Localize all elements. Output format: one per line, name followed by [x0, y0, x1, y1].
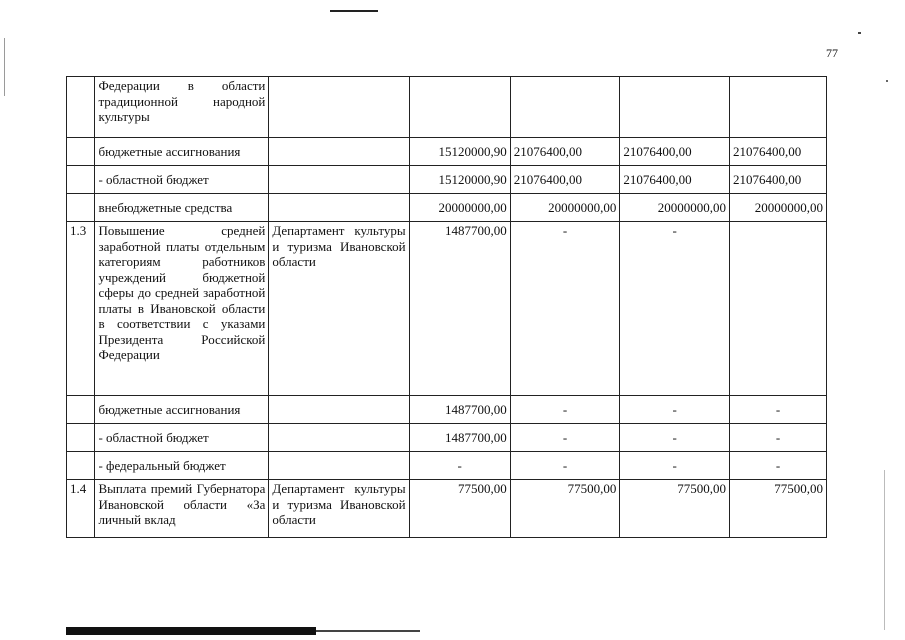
- year3-amount-cell: [620, 77, 730, 138]
- year3-amount-cell: 21076400,00: [620, 138, 730, 166]
- year2-amount-cell: 21076400,00: [510, 138, 620, 166]
- table-row: [67, 480, 827, 538]
- year1-amount-cell: -: [409, 452, 510, 480]
- executor-cell: [269, 396, 409, 424]
- year1-amount-cell: [409, 77, 510, 138]
- measure-name-cell: Федерации в области традиционной народной культуры: [95, 77, 269, 138]
- year2-amount-cell: 77500,00: [510, 480, 620, 538]
- year4-amount-cell: 20000000,00: [730, 194, 827, 222]
- row-number-cell: [67, 452, 95, 480]
- year1-amount-cell: 15120000,90: [409, 166, 510, 194]
- measure-name-cell: внебюджетные средства: [95, 194, 269, 222]
- year3-amount-cell: 77500,00: [620, 480, 730, 538]
- scan-speck: [886, 80, 888, 82]
- table-row: [67, 166, 827, 194]
- table-row: [67, 452, 827, 480]
- year1-amount-cell: 1487700,00: [409, 222, 510, 396]
- measure-name-cell: - областной бюджет: [95, 424, 269, 452]
- year1-amount-cell: 1487700,00: [409, 424, 510, 452]
- table-row: [67, 138, 827, 166]
- measure-name-cell: Выплата премий Губернатора Ивановской области «За личный вклад: [95, 480, 269, 538]
- year2-amount-cell: -: [510, 452, 620, 480]
- year2-amount-cell: 20000000,00: [510, 194, 620, 222]
- table-row: [67, 222, 827, 396]
- measure-name-cell: - федеральный бюджет: [95, 452, 269, 480]
- year2-amount-cell: -: [510, 424, 620, 452]
- year4-amount-cell: [730, 77, 827, 138]
- row-number-cell: [67, 424, 95, 452]
- page-number: 77: [826, 46, 838, 60]
- year2-amount-cell: 21076400,00: [510, 166, 620, 194]
- year4-amount-cell: -: [730, 452, 827, 480]
- year4-amount-cell: -: [730, 424, 827, 452]
- bottom-scan-bar: [66, 627, 316, 635]
- measure-name-cell: бюджетные ассигнования: [95, 138, 269, 166]
- row-number-cell: 1.3: [67, 222, 95, 396]
- year2-amount-cell: -: [510, 396, 620, 424]
- year3-amount-cell: -: [620, 222, 730, 396]
- budget-table: [66, 76, 827, 538]
- executor-cell: [269, 424, 409, 452]
- measure-name-cell: бюджетные ассигнования: [95, 396, 269, 424]
- scan-edge-line: [884, 470, 885, 630]
- executor-cell: [269, 138, 409, 166]
- year3-amount-cell: -: [620, 452, 730, 480]
- bottom-scan-line: [316, 630, 420, 632]
- table-row: [67, 396, 827, 424]
- year1-amount-cell: 15120000,90: [409, 138, 510, 166]
- year1-amount-cell: 1487700,00: [409, 396, 510, 424]
- table-row: [67, 77, 827, 138]
- year1-amount-cell: 20000000,00: [409, 194, 510, 222]
- measure-name-cell: - областной бюджет: [95, 166, 269, 194]
- measure-name-cell: Повышение средней заработной платы отдельным категориям работников учреждений бюджетной сферы до средней заработной платы в Ивановской области в соответствии с указами Президента Российской Федерации: [95, 222, 269, 396]
- year3-amount-cell: 21076400,00: [620, 166, 730, 194]
- year3-amount-cell: -: [620, 396, 730, 424]
- year2-amount-cell: [510, 77, 620, 138]
- top-rule-mark: [330, 10, 378, 12]
- year4-amount-cell: -: [730, 396, 827, 424]
- year2-amount-cell: -: [510, 222, 620, 396]
- executor-cell: [269, 77, 409, 138]
- row-number-cell: 1.4: [67, 480, 95, 538]
- row-number-cell: [67, 396, 95, 424]
- executor-cell: [269, 194, 409, 222]
- executor-cell: [269, 452, 409, 480]
- table-row: [67, 194, 827, 222]
- scan-speck: [858, 32, 861, 34]
- year1-amount-cell: 77500,00: [409, 480, 510, 538]
- row-number-cell: [67, 166, 95, 194]
- executor-cell: [269, 166, 409, 194]
- row-number-cell: [67, 138, 95, 166]
- executor-cell: Департамент культуры и туризма Ивановской области: [269, 480, 409, 538]
- year4-amount-cell: 77500,00: [730, 480, 827, 538]
- year3-amount-cell: -: [620, 424, 730, 452]
- left-margin-mark: [4, 38, 5, 96]
- year3-amount-cell: 20000000,00: [620, 194, 730, 222]
- table-row: [67, 424, 827, 452]
- year4-amount-cell: [730, 222, 827, 396]
- row-number-cell: [67, 77, 95, 138]
- row-number-cell: [67, 194, 95, 222]
- executor-cell: Департамент культуры и туризма Ивановской области: [269, 222, 409, 396]
- year4-amount-cell: 21076400,00: [730, 138, 827, 166]
- year4-amount-cell: 21076400,00: [730, 166, 827, 194]
